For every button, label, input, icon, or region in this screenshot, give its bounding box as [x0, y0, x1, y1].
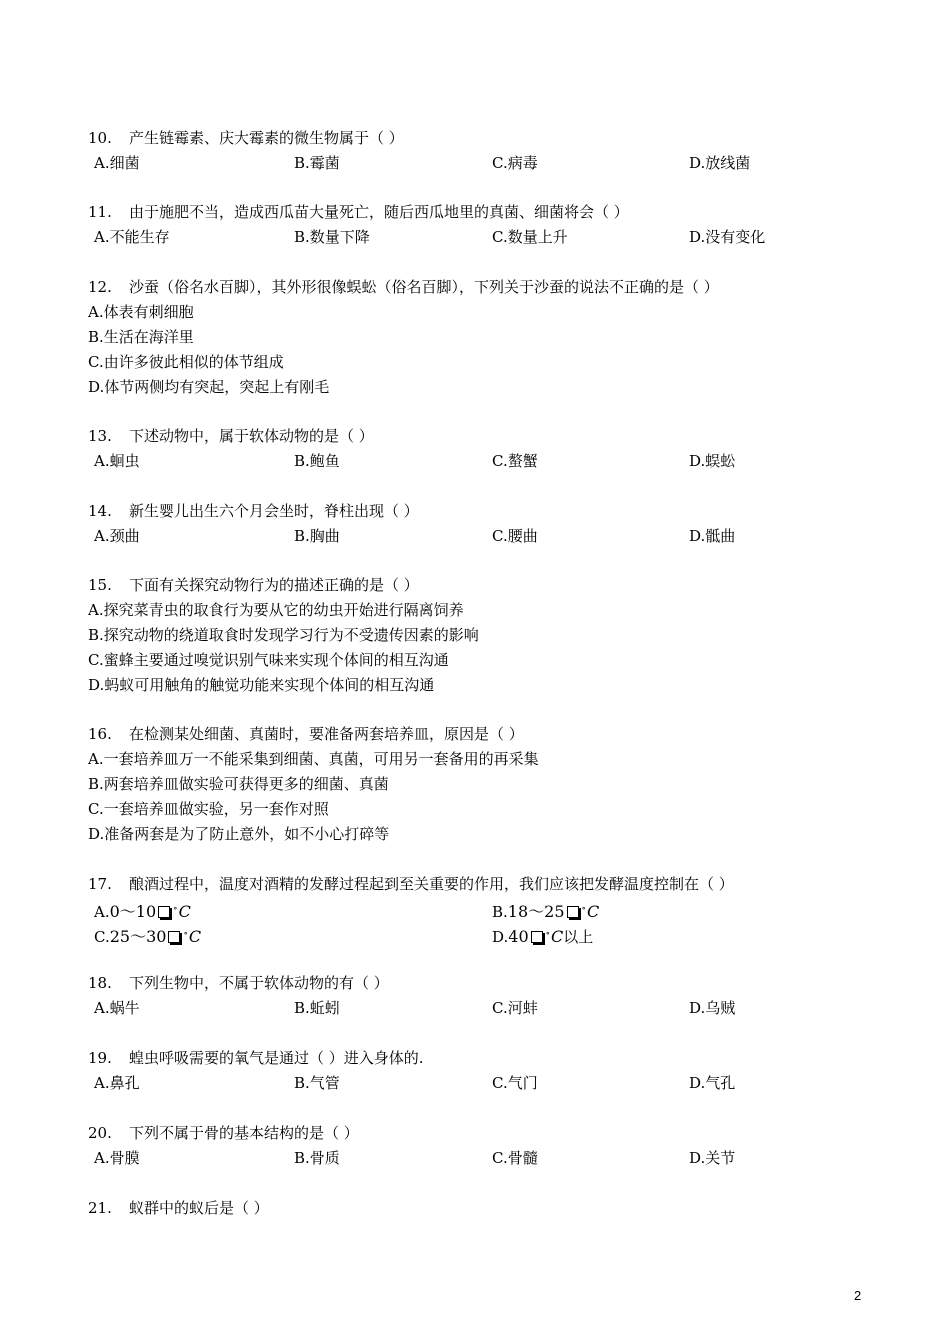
celsius-unit: C: [586, 902, 600, 921]
question-19: [88, 1046, 868, 1096]
question-text: 下列不属于骨的基本结构的是（ ）: [129, 1124, 359, 1142]
option-c: [94, 922, 201, 950]
question-number: 10.: [88, 129, 112, 147]
option-b: B.霉菌: [294, 154, 340, 172]
question-number: 14.: [88, 502, 112, 520]
degree-sign: ∘: [173, 904, 178, 914]
option-a: A.颈曲: [94, 527, 140, 545]
question-number: 21.: [88, 1199, 112, 1217]
option-c: C.一套培养皿做实验，另一套作对照: [88, 800, 329, 818]
option-b: B.蚯蚓: [294, 999, 340, 1017]
placeholder-box-icon: [168, 931, 180, 943]
option-d: D.骶曲: [689, 527, 736, 545]
options-row: [88, 524, 868, 549]
option-c: C.骨髓: [492, 1149, 538, 1167]
option-a: [94, 897, 191, 925]
option-a: A.细菌: [94, 154, 140, 172]
temperature-range: 18～25: [507, 902, 565, 921]
question-16: [88, 722, 868, 847]
options-row: [88, 1071, 868, 1096]
option-b: [492, 897, 599, 925]
degree-sign: ∘: [183, 929, 188, 939]
question-number: 11.: [88, 203, 112, 221]
option-c: C.病毒: [492, 154, 538, 172]
option-a: A.探究菜青虫的取食行为要从它的幼虫开始进行隔离饲养: [88, 601, 464, 619]
options-row: [88, 225, 868, 250]
option-b: B.两套培养皿做实验可获得更多的细菌、真菌: [88, 775, 389, 793]
question-stem: [88, 499, 868, 524]
option-a: A.体表有刺细胞: [88, 303, 194, 321]
option-c: C.数量上升: [492, 228, 568, 246]
option-b: B.数量下降: [294, 228, 370, 246]
question-text: 下列生物中，不属于软体动物的有（ ）: [129, 974, 389, 992]
option-letter: B.: [492, 903, 508, 921]
option-b: B.气管: [294, 1074, 340, 1092]
question-11: [88, 200, 868, 250]
option-a: A.蛔虫: [94, 452, 140, 470]
option-c: C.腰曲: [492, 527, 538, 545]
question-text: 由于施肥不当，造成西瓜苗大量死亡，随后西瓜地里的真菌、细菌将会（ ）: [129, 203, 629, 221]
temperature-range: 0～10: [109, 902, 157, 921]
degree-sign: ∘: [545, 929, 551, 939]
option-d: D.蚂蚁可用触角的触觉功能来实现个体间的相互沟通: [88, 676, 435, 694]
question-stem: [88, 275, 868, 300]
option-a: A.骨膜: [94, 1149, 140, 1167]
question-stem: [88, 971, 868, 996]
options-row: [88, 1146, 868, 1171]
question-13: [88, 424, 868, 474]
option-d: D.关节: [689, 1149, 736, 1167]
question-text: 新生婴儿出生六个月会坐时，脊柱出现（ ）: [129, 502, 419, 520]
option-d: D.体节两侧均有突起，突起上有刚毛: [88, 378, 330, 396]
question-stem: [88, 722, 868, 747]
question-10: [88, 126, 868, 176]
question-number: 18.: [88, 974, 112, 992]
option-a: A.鼻孔: [94, 1074, 140, 1092]
question-number: 16.: [88, 725, 112, 743]
placeholder-box-icon: [567, 906, 579, 918]
option-a: A.不能生存: [94, 228, 170, 246]
question-18: [88, 971, 868, 1021]
degree-sign: ∘: [581, 904, 586, 914]
option-suffix: 以上: [563, 928, 594, 946]
option-d: D.乌贼: [689, 999, 736, 1017]
question-number: 15.: [88, 576, 112, 594]
celsius-unit: C: [551, 927, 564, 946]
question-text: 蚁群中的蚁后是（ ）: [129, 1199, 269, 1217]
option-a: A.蜗牛: [94, 999, 140, 1017]
option-letter: A.: [94, 903, 110, 921]
question-text: 沙蚕（俗名水百脚），其外形很像蜈蚣（俗名百脚），下列关于沙蚕的说法不正确的是（ ）: [129, 278, 719, 296]
option-b: B.探究动物的绕道取食时发现学习行为不受遗传因素的影响: [88, 626, 479, 644]
option-d: [492, 922, 593, 950]
page-number: 2: [854, 1288, 862, 1303]
options-row: [88, 449, 868, 474]
question-text: 蝗虫呼吸需要的氧气是通过（ ）进入身体的.: [129, 1049, 424, 1067]
placeholder-box-icon: [531, 931, 543, 943]
question-text: 下述动物中，属于软体动物的是（ ）: [129, 427, 374, 445]
question-21: [88, 1196, 868, 1221]
option-b: B.鲍鱼: [294, 452, 340, 470]
option-c: C.由许多彼此相似的体节组成: [88, 353, 284, 371]
option-d: D.蜈蚣: [689, 452, 736, 470]
question-number: 20.: [88, 1124, 112, 1142]
options-row: [88, 922, 868, 947]
question-17: [88, 872, 868, 947]
question-text: 下面有关探究动物行为的描述正确的是（ ）: [129, 576, 419, 594]
question-number: 12.: [88, 278, 112, 296]
options-row: [88, 151, 868, 176]
question-20: [88, 1121, 868, 1171]
option-c: C.蜜蜂主要通过嗅觉识别气味来实现个体间的相互沟通: [88, 651, 449, 669]
question-text: 在检测某处细菌、真菌时，要准备两套培养皿，原因是（ ）: [129, 725, 524, 743]
temperature-range: 40: [508, 927, 529, 946]
question-stem: [88, 126, 868, 151]
option-letter: C.: [94, 928, 110, 946]
question-14: [88, 499, 868, 549]
option-b: B.胸曲: [294, 527, 340, 545]
option-a: A.一套培养皿万一不能采集到细菌、真菌，可用另一套备用的再采集: [88, 750, 539, 768]
placeholder-box-icon: [158, 906, 170, 918]
celsius-unit: C: [178, 902, 191, 921]
question-15: [88, 573, 868, 698]
question-text: 产生链霉素、庆大霉素的微生物属于（ ）: [129, 129, 404, 147]
celsius-unit: C: [188, 927, 202, 946]
question-stem: [88, 573, 868, 598]
temperature-range: 25～30: [109, 927, 167, 946]
question-stem: [88, 1196, 868, 1221]
option-d: D.放线菌: [689, 154, 751, 172]
options-row: [88, 897, 868, 922]
question-stem: [88, 424, 868, 449]
option-d: D.准备两套是为了防止意外，如不小心打碎等: [88, 825, 390, 843]
question-number: 17.: [88, 875, 112, 893]
option-c: C.螯蟹: [492, 452, 538, 470]
question-stem: [88, 872, 868, 897]
option-b: B.骨质: [294, 1149, 340, 1167]
question-text: 酿酒过程中，温度对酒精的发酵过程起到至关重要的作用，我们应该把发酵温度控制在（ ）: [129, 875, 734, 893]
question-number: 13.: [88, 427, 112, 445]
question-stem: [88, 200, 868, 225]
option-d: D.气孔: [689, 1074, 736, 1092]
options-row: [88, 996, 868, 1021]
question-12: [88, 275, 868, 400]
option-c: C.河蚌: [492, 999, 538, 1017]
question-stem: [88, 1046, 868, 1071]
option-letter: D.: [492, 928, 509, 946]
option-d: D.没有变化: [689, 228, 766, 246]
option-c: C.气门: [492, 1074, 538, 1092]
question-stem: [88, 1121, 868, 1146]
question-number: 19.: [88, 1049, 112, 1067]
option-b: B.生活在海洋里: [88, 328, 194, 346]
